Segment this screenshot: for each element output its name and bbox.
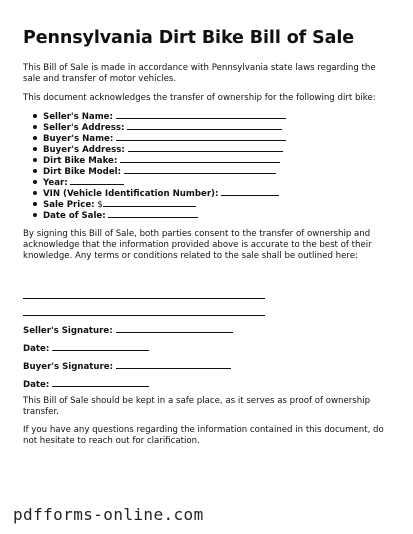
fill-blank[interactable] xyxy=(124,166,276,174)
field-dirt-bike-model xyxy=(43,166,395,177)
field-sellers-address xyxy=(43,122,395,133)
fill-blank[interactable] xyxy=(103,199,196,207)
fill-blank[interactable] xyxy=(127,122,282,130)
field-year xyxy=(43,177,395,188)
seller-signature-blank[interactable] xyxy=(116,324,233,333)
watermark-logo: pdfforms-online.com xyxy=(13,505,204,524)
questions-note: If you have any questions regarding the information contained in this document, do not hesitate to reach out for clarification. xyxy=(23,425,384,447)
field-label: VIN (Vehicle Identification Number): xyxy=(43,189,219,200)
fill-blank[interactable] xyxy=(120,155,280,163)
fill-blank[interactable] xyxy=(128,144,283,152)
buyer-signature-row xyxy=(23,360,395,370)
date-label: Date: xyxy=(23,343,50,354)
keep-note: This Bill of Sale should be kept in a safe place, as it serves as proof of ownership transfer. xyxy=(23,395,371,417)
field-label: Seller's Address: xyxy=(43,123,125,134)
terms-line-1[interactable] xyxy=(23,298,265,299)
lead-paragraph: This document acknowledges the transfer of ownership for the following dirt bike: xyxy=(23,92,376,103)
field-buyers-name xyxy=(43,133,395,144)
consent-paragraph: By signing this Bill of Sale, both parties consent to the transfer of ownership and acknowledge that the information provided above is accurate to the best of their knowledge. Any terms or conditions related to the sale shall be outlined here: xyxy=(23,229,372,261)
field-label: Dirt Bike Make: xyxy=(43,156,118,167)
date-blank[interactable] xyxy=(52,342,149,351)
field-buyers-address xyxy=(43,144,395,155)
field-sellers-name xyxy=(43,111,395,122)
field-label: Dirt Bike Model: xyxy=(43,167,122,178)
document-title: Pennsylvania Dirt Bike Bill of Sale xyxy=(23,28,355,48)
field-label: Sale Price: xyxy=(43,200,95,211)
fill-blank[interactable] xyxy=(70,177,124,185)
field-dirt-bike-make xyxy=(43,155,395,166)
date-row-2 xyxy=(23,378,395,388)
field-label: Buyer's Address: xyxy=(43,145,125,156)
field-label: Buyer's Name: xyxy=(43,134,114,145)
date-row-1 xyxy=(23,342,395,352)
intro-paragraph: This Bill of Sale is made in accordance with Pennsylvania state laws regarding the sale and transfer of motor vehicles. xyxy=(23,63,376,84)
terms-line-2[interactable] xyxy=(23,315,265,316)
date-label: Date: xyxy=(23,379,50,390)
buyer-signature-blank[interactable] xyxy=(116,360,231,369)
seller-signature-label: Seller's Signature: xyxy=(23,325,113,336)
date-blank[interactable] xyxy=(52,378,149,387)
field-date-of-sale xyxy=(43,210,395,221)
currency-prefix: $ xyxy=(97,200,103,211)
field-vin xyxy=(43,188,395,199)
field-label: Year: xyxy=(43,178,68,189)
document xyxy=(23,27,395,455)
fill-blank[interactable] xyxy=(221,188,279,196)
field-label: Seller's Name: xyxy=(43,112,113,123)
field-label: Date of Sale: xyxy=(43,211,106,222)
fill-blank[interactable] xyxy=(116,133,286,141)
seller-signature-row xyxy=(23,324,395,334)
field-list xyxy=(23,111,395,221)
buyer-signature-label: Buyer's Signature: xyxy=(23,361,114,372)
field-sale-price xyxy=(43,199,395,210)
fill-blank[interactable] xyxy=(116,111,286,119)
fill-blank[interactable] xyxy=(108,210,198,218)
